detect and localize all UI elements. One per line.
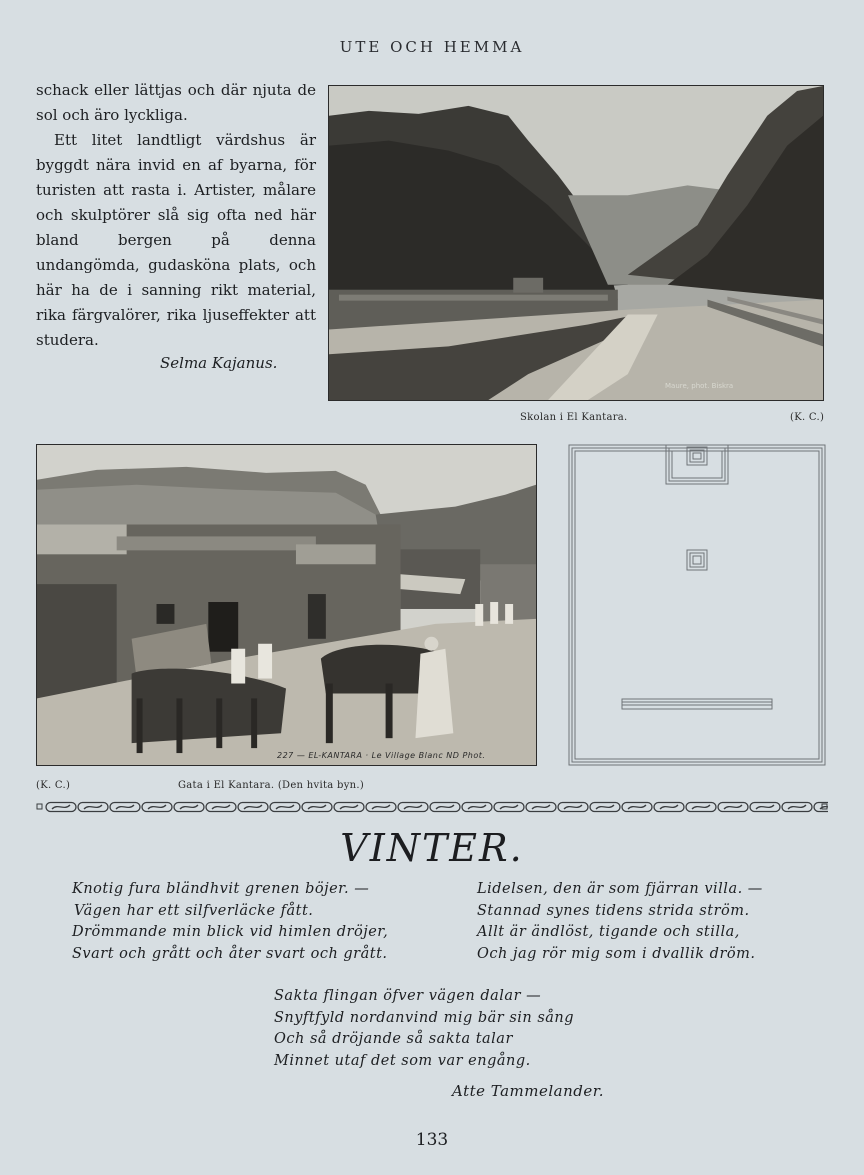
poem-stanza-1 <box>72 879 412 965</box>
street-photo-caption: Gata i El Kantara. (Den hvita byn.) <box>178 780 365 791</box>
poem-line: Minnet utaf det som var engång. <box>274 1052 531 1069</box>
poem-line: Snyftfyld nordanvind mig bär sin sång <box>274 1009 575 1026</box>
street-photo-image <box>37 445 536 765</box>
poem-line: Sakta flingan öfver vägen dalar — <box>274 988 542 1004</box>
school-photo <box>328 85 824 401</box>
chain-link-twist <box>404 805 422 809</box>
poem-title: VINTER. <box>340 826 524 870</box>
running-header: UTE OCH HEMMA <box>339 38 525 56</box>
chain-link-twist <box>180 805 198 809</box>
chain-link-twist <box>692 805 710 809</box>
chain-link-twist <box>372 805 390 809</box>
school-photo-credit-initials: (K. C.) <box>790 412 825 423</box>
poem-line: Och jag rör mig som i dvallik dröm. <box>477 945 756 962</box>
intro-signature: Selma Kajanus. <box>160 354 278 372</box>
chain-link-twist <box>532 805 550 809</box>
intro-paragraph-1: schack eller lättjas och där njuta de sol och äro lyckliga. <box>36 81 316 124</box>
poem-author: Atte Tammelander. <box>452 1082 605 1100</box>
chain-link-twist <box>788 805 806 809</box>
chain-link-twist <box>436 805 454 809</box>
street-photo-credit-initials: (K. C.) <box>36 780 71 791</box>
chain-link-twist <box>84 805 102 809</box>
poem-line: Vägen har ett silfverläcke fått. <box>74 902 314 919</box>
poem-line: Svart och grått och åter svart och grått. <box>72 945 388 962</box>
page-number: 133 <box>415 1130 449 1150</box>
poem-stanza-2 <box>477 879 787 965</box>
decorative-border <box>36 798 828 810</box>
chain-link-twist <box>724 805 742 809</box>
chain-link-twist <box>500 805 518 809</box>
poem-line: Drömmande min blick vid himlen dröjer, <box>72 924 389 940</box>
chain-link-twist <box>244 805 262 809</box>
school-photo-image <box>329 86 823 400</box>
poem-line: Stannad synes tidens strida ström. <box>477 902 750 919</box>
chain-link-twist <box>52 805 70 809</box>
chain-link-twist <box>756 805 774 809</box>
chain-link-twist <box>212 805 230 809</box>
school-photo-caption: Skolan i El Kantara. <box>520 412 628 423</box>
chain-link-twist <box>308 805 326 809</box>
poem-line: Och så dröjande så sakta talar <box>274 1031 513 1047</box>
ornamental-frame <box>568 444 826 766</box>
intro-paragraph-2: Ett litet landtligt värdshus är byggdt nära invid en af byarna, för turisten att rasta i. Artister, målare och skulptörer slå sig ofta ned här bland bergen på denna undangömda, gudasköna plats, och här ha de i sanning rikt material, rika färgvalörer, rika ljuseffekter att studera. <box>36 131 316 349</box>
chain-link-twist <box>148 805 166 809</box>
street-photo <box>36 444 537 766</box>
ornamental-frame-graphic <box>568 444 826 766</box>
decorative-border-graphic <box>36 801 828 813</box>
chain-link-twist <box>276 805 294 809</box>
chain-link-twist <box>564 805 582 809</box>
chain-link-twist <box>116 805 134 809</box>
poem-stanza-3 <box>274 986 614 1072</box>
chain-link-twist <box>596 805 614 809</box>
chain-link-twist <box>628 805 646 809</box>
poem-line: Lidelsen, den är som fjärran villa. — <box>477 881 763 897</box>
chain-link-twist <box>660 805 678 809</box>
chain-link-twist <box>340 805 358 809</box>
street-photo-inscription: 227 — EL-KANTARA · Le Village Blanc ND Phot. <box>277 751 486 760</box>
poem-line: Allt är ändlöst, tigande och stilla, <box>477 924 740 940</box>
poem-line: Knotig fura bländhvit grenen böjer. — <box>72 881 370 897</box>
intro-text <box>36 78 316 353</box>
chain-link-twist <box>468 805 486 809</box>
school-photo-credit: Maure, phot. Biskra <box>665 382 734 390</box>
